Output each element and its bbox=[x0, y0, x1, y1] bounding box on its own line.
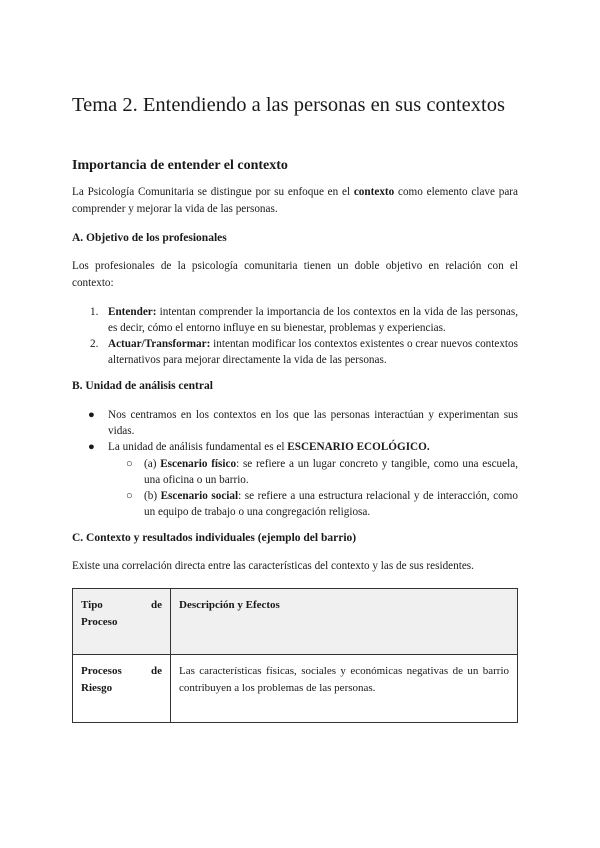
table-header-row bbox=[73, 589, 518, 655]
table-header-description: Descripción y Efectos bbox=[171, 589, 518, 655]
circle-bullet-icon: ○ bbox=[126, 490, 133, 502]
table-cell-type bbox=[73, 655, 171, 723]
bullet-icon: ● bbox=[88, 441, 95, 453]
intro-text: La Psicología Comunitaria se distingue por su enfoque en el bbox=[72, 186, 354, 198]
paragraph-a: Los profesionales de la psicología comunitaria tienen un doble objetivo en relación con el contexto: bbox=[72, 260, 518, 289]
sub-item-social bbox=[144, 488, 518, 520]
sub-bold: Escenario social bbox=[160, 490, 239, 502]
bullet-item-2 bbox=[108, 439, 518, 455]
cell-word: Procesos bbox=[81, 665, 122, 677]
page-title: Tema 2. Entendiendo a las personas en sus contextos bbox=[72, 94, 505, 116]
item-bold: Entender: bbox=[108, 306, 157, 318]
list-number-1: 1. bbox=[90, 306, 99, 318]
circle-bullet-icon: ○ bbox=[126, 458, 133, 470]
heading-b: B. Unidad de análisis central bbox=[72, 380, 213, 392]
heading-c: C. Contexto y resultados individuales (ejemplo del barrio) bbox=[72, 532, 357, 544]
heading-a: A. Objetivo de los profesionales bbox=[72, 232, 227, 244]
cell-line bbox=[81, 663, 162, 680]
header-word: Proceso bbox=[81, 616, 118, 628]
intro-bold: contexto bbox=[353, 186, 395, 198]
item-bold: Actuar/Transformar: bbox=[108, 338, 211, 350]
cell-word: Riesgo bbox=[81, 682, 113, 694]
paragraph-c: Existe una correlación directa entre las características del contexto y las de sus residentes. bbox=[72, 560, 474, 572]
process-table bbox=[72, 588, 518, 723]
intro-text-end: como elemento clave para comprender y mejorar la vida de las personas. bbox=[72, 186, 518, 215]
sub-text: : se refiere a un lugar concreto y tangible, como una escuela, una oficina o un barrio. bbox=[144, 458, 518, 486]
sub-prefix: (a) bbox=[144, 458, 161, 470]
bullet-icon: ● bbox=[88, 409, 95, 421]
item-text: intentan comprender la importancia de los contextos en la vida de las personas, es decir, cómo el entorno influye en su bienestar, problemas y experiencias. bbox=[108, 306, 518, 334]
header-cell-line bbox=[81, 597, 162, 614]
table-cell-description: Las características físicas, sociales y económicas negativas de un barrio contribuyen a los problemas de las personas. bbox=[171, 655, 518, 723]
list-number-2: 2. bbox=[90, 338, 99, 350]
bullet-item-1: Nos centramos en los contextos en los que las personas interactúan y experimentan sus vidas. bbox=[108, 409, 518, 437]
sub-prefix: (b) bbox=[144, 490, 161, 502]
table-header-type bbox=[73, 589, 171, 655]
header-word: Tipo bbox=[81, 599, 103, 611]
item-text: intentan modificar los contextos existentes o crear nuevos contextos alternativos para mejorar directamente la vida de las personas. bbox=[108, 338, 518, 366]
list-item-entender bbox=[108, 304, 518, 336]
sub-item-fisico bbox=[144, 456, 518, 488]
table-row bbox=[73, 655, 518, 723]
sub-text: : se refiere a una estructura relacional y de interacción, como un equipo de trabajo o una congregación religiosa. bbox=[144, 490, 518, 518]
sub-bold: Escenario físico bbox=[160, 458, 237, 470]
list-item-actuar bbox=[108, 336, 518, 368]
section-heading: Importancia de entender el contexto bbox=[72, 158, 288, 173]
bullet-text: La unidad de análisis fundamental es el bbox=[108, 441, 288, 453]
bullet-bold: ESCENARIO ECOLÓGICO. bbox=[287, 441, 430, 453]
intro-paragraph bbox=[72, 184, 518, 218]
header-word: de bbox=[151, 599, 162, 611]
cell-word: de bbox=[151, 665, 162, 677]
